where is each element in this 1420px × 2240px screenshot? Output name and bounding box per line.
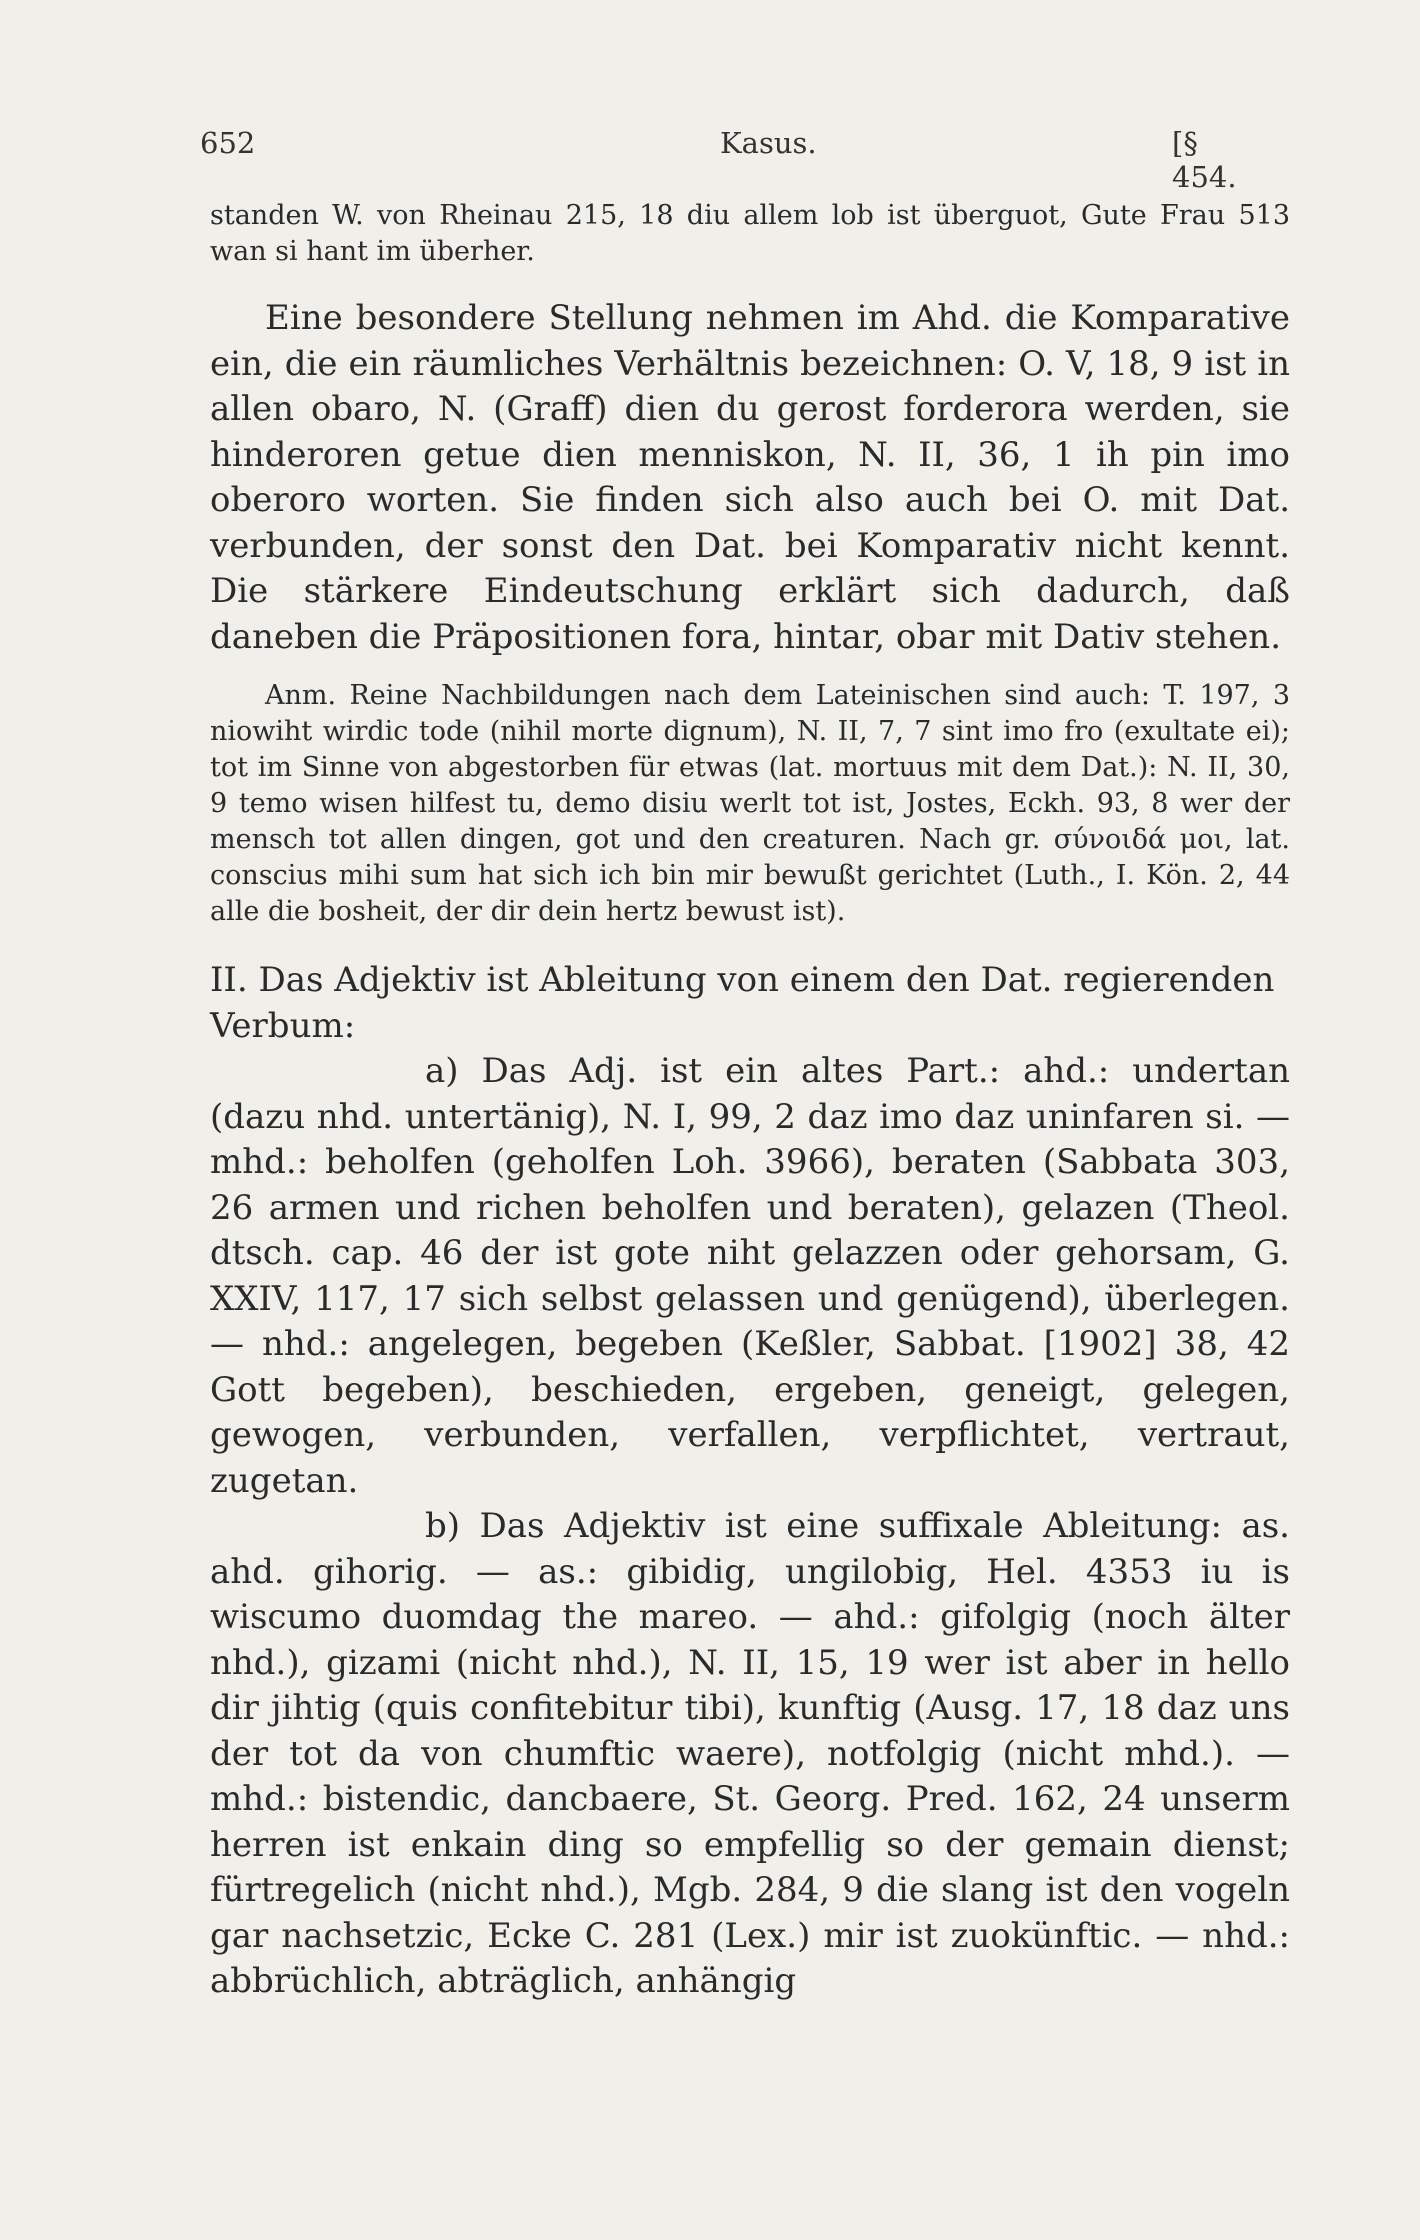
paragraph-b-suffixal: b) Das Adjektiv ist eine suffixale Ableitung: as. ahd. gihorig. — as.: gibidig, ungilobig, Hel. 4353 iu is wiscumo duomdag the mareo. — ahd.: gifolgig (noch älter nhd.), gizami (nicht nhd.), N. II, 15, 19 wer ist aber in hello dir jihtig (quis confitebitur tibi), kunftig (Ausg. 17, 18 daz uns der tot da von chumftic waere), notfolgig (nicht mhd.). — mhd.: bistendic, dancbaere, St. Georg. Pred. 162, 24 unserm herren ist enkain ding so empfellig so der gemain dienst; fürtregelich (nicht nhd.), Mgb. 284, 9 die slang ist den vogeln gar nachsetzic, Ecke C. 281 (Lex.) mir ist zuokünftic. — nhd.: abbrüchlich, abträglich, anhängig [210, 1506, 1290, 2001]
paragraph-continuation: standen W. von Rheinau 215, 18 diu allem lob ist überguot, Gute Frau 513 wan si hant im überher. [210, 200, 1290, 267]
paragraph-komparative: Eine besondere Stellung nehmen im Ahd. die Komparative ein, die ein räumliches Verhältnis bezeichnen: O. V, 18, 9 ist in allen obaro, N. (Graff) dien du gerost forderora werden, sie hinderoren getue dien menniskon, N. II, 36, 1 ih pin imo oberoro worten. Sie finden sich also auch bei O. mit Dat. verbunden, der sonst den Dat. bei Komparativ nicht kennt. Die stärkere Eindeutschung erklärt sich dadurch, daß daneben die Präpositionen fora, hintar, obar mit Dativ stehen. [210, 298, 1290, 657]
chapter-title: Kasus. [720, 126, 817, 160]
section-number: [§ 454. [1172, 126, 1237, 194]
page-number: 652 [200, 126, 256, 160]
note-anm: Anm. Reine Nachbildungen nach dem Lateinischen sind auch: T. 197, 3 niowiht wirdic tode (nihil morte dignum), N. II, 7, 7 sint imo fro (exultate ei); tot im Sinne von abgestorben für etwas (lat. mortuus mit dem Dat.): N. II, 30, 9 temo wisen hilfest tu, demo disiu werlt tot ist, Jostes, Eckh. 93, 8 wer der mensch tot allen dingen, got und den creaturen. Nach gr. σύνοιδά μοι, lat. conscius mihi sum hat sich ich bin mir bewußt gerichtet (Luth., I. Kön. 2, 44 alle die bosheit, der dir dein hertz bewust ist). [210, 680, 1290, 927]
body-text [210, 198, 1290, 2005]
paragraph-a-participle: a) Das Adj. ist ein altes Part.: ahd.: undertan (dazu nhd. untertänig), N. I, 99, 2 daz imo daz uninfaren si. — mhd.: beholfen (geholfen Loh. 3966), beraten (Sabbata 303, 26 armen und richen beholfen und beraten), gelazen (Theol. dtsch. cap. 46 der ist gote niht gelazzen oder gehorsam, G. XXIV, 117, 17 sich selbst gelassen und genügend), überlegen. — nhd.: angelegen, begeben (Keßler, Sabbat. [1902] 38, 42 Gott begeben), beschieden, ergeben, geneigt, gelegen, gewogen, verbunden, verfallen, verpflichtet, vertraut, zugetan. [210, 1051, 1290, 1501]
heading-section-ii: II. Das Adjektiv ist Ableitung von einem den Dat. regierenden Verbum: [210, 960, 1275, 1046]
running-head [200, 126, 1250, 194]
